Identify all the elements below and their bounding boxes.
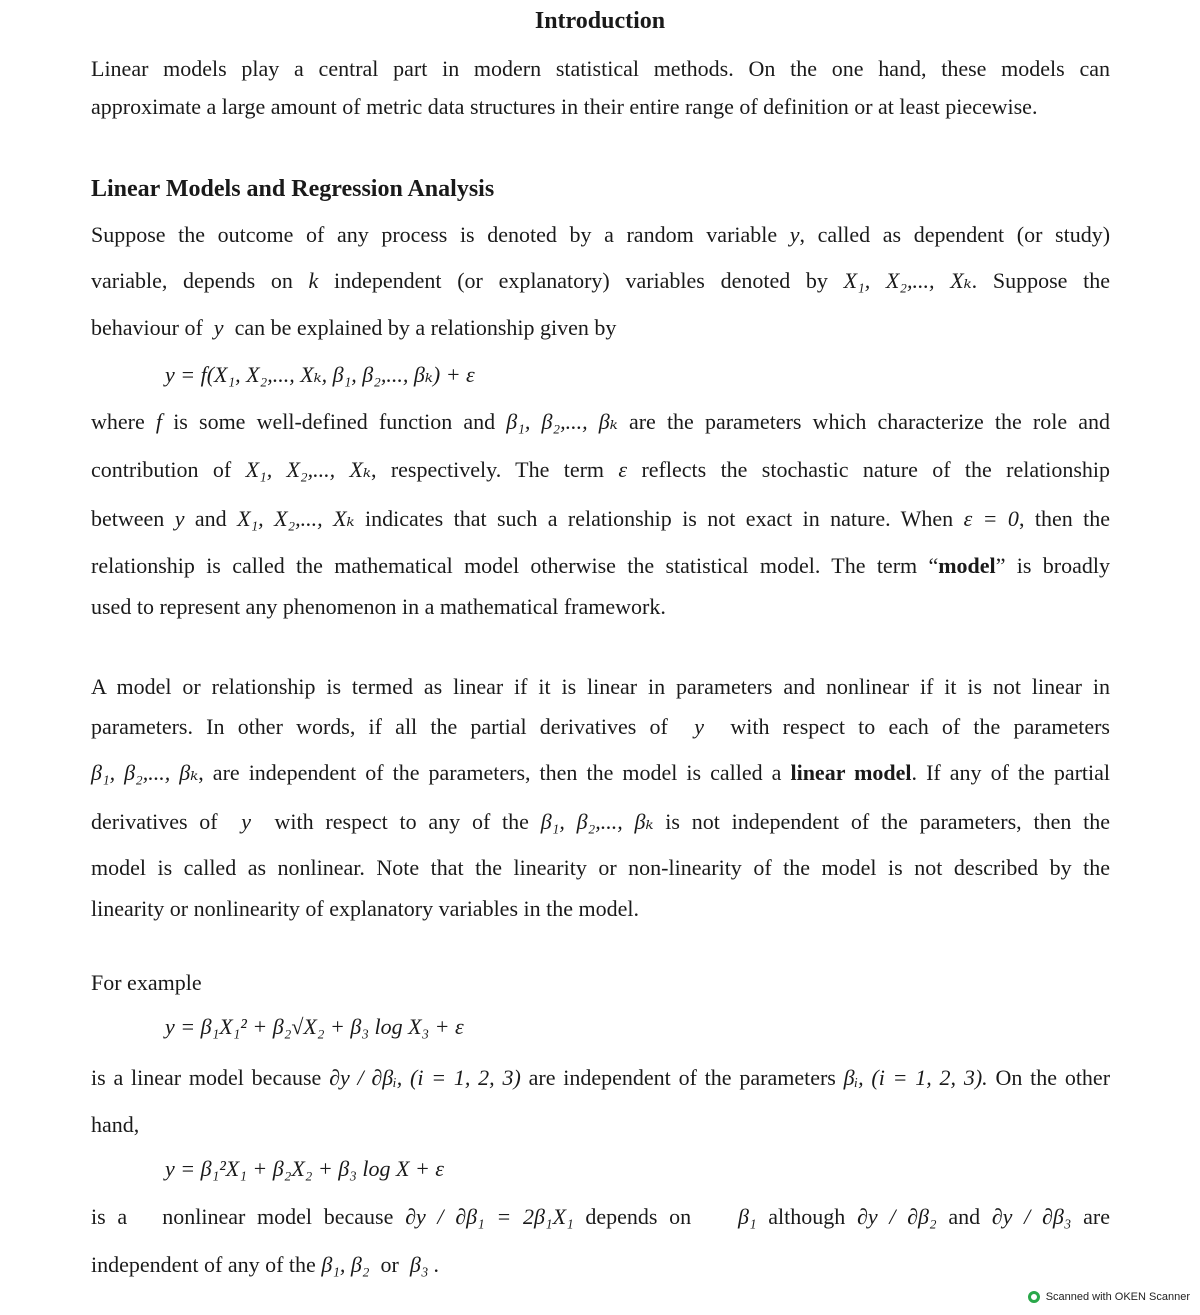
example-line-1: is a linear model because ∂y / ∂βᵢ, (i = 1, 2, 3) are independent of the parameters βᵢ, (i = 1, 2, 3). On the other (91, 1065, 1111, 1090)
example-label: For example (91, 970, 202, 995)
oken-scanner-logo-icon (1028, 1291, 1040, 1303)
p1-line-3: behaviour of y can be explained by a relationship given by (91, 315, 617, 340)
p2-line-2: contribution of X₁, X₂,..., Xₖ, respectively. The term ε reflects the stochastic nature of the relationship (91, 457, 1111, 482)
example-line-3: is a nonlinear model because ∂y / ∂β₁ = 2β₁X₁ depends on β₁ although ∂y / ∂β₂ and ∂y / ∂β₃ are (91, 1204, 1110, 1229)
p3-line-6: linearity or nonlinearity of explanatory variables in the model. (91, 896, 639, 921)
example-line-4: independent of any of the β₁, β₂ or β₃ . (91, 1252, 440, 1277)
intro-line-2: approximate a large amount of metric data structures in their entire range of definition or at least piecewise. (91, 94, 1038, 119)
p3-line-2: parameters. In other words, if all the partial derivatives of y with respect to each of the parameters (91, 714, 1110, 739)
p1-line-1: Suppose the outcome of any process is denoted by a random variable y, called as dependent (or study) (91, 222, 1111, 247)
equation-1: y = f(X₁, X₂,..., Xₖ, β₁, β₂,..., βₖ) + ε (165, 362, 475, 387)
p3-line-5: model is called as nonlinear. Note that the linearity or non-linearity of the model is not described by the (91, 855, 1110, 880)
intro-line-1: Linear models play a central part in modern statistical methods. On the one hand, these models can (91, 56, 1110, 81)
equation-2: y = β₁X₁² + β₂√X₂ + β₃ log X₃ + ε (165, 1014, 464, 1039)
equation-3: y = β₁²X₁ + β₂X₂ + β₃ log X + ε (165, 1156, 444, 1181)
p3-line-1: A model or relationship is termed as linear if it is linear in parameters and nonlinear if it is not linear in (91, 674, 1110, 699)
p2-line-3: between y and X₁, X₂,..., Xₖ indicates that such a relationship is not exact in nature. When ε = 0, then the (91, 506, 1111, 531)
p3-line-4: derivatives of y with respect to any of the β₁, β₂,..., βₖ is not independent of the parameters, then the (91, 809, 1110, 834)
p2-line-5: used to represent any phenomenon in a mathematical framework. (91, 594, 666, 619)
scanner-watermark-text: Scanned with OKEN Scanner (1045, 1291, 1190, 1303)
p2-line-1: where f is some well-defined function and β₁, β₂,..., βₖ are the parameters which characterize the role and (91, 409, 1111, 434)
scanner-watermark (1028, 1291, 1190, 1303)
section-heading: Linear Models and Regression Analysis (91, 176, 495, 202)
example-line-2: hand, (91, 1112, 140, 1137)
page-title: Introduction (534, 8, 666, 34)
p3-line-3: β₁, β₂,..., βₖ, are independent of the parameters, then the model is called a linear model. If any of the partial (91, 760, 1111, 785)
p2-line-4: relationship is called the mathematical model otherwise the statistical model. The term “model” is broadly (91, 553, 1110, 578)
p1-line-2: variable, depends on k independent (or explanatory) variables denoted by X₁, X₂,..., Xₖ. Suppose the (91, 268, 1111, 293)
